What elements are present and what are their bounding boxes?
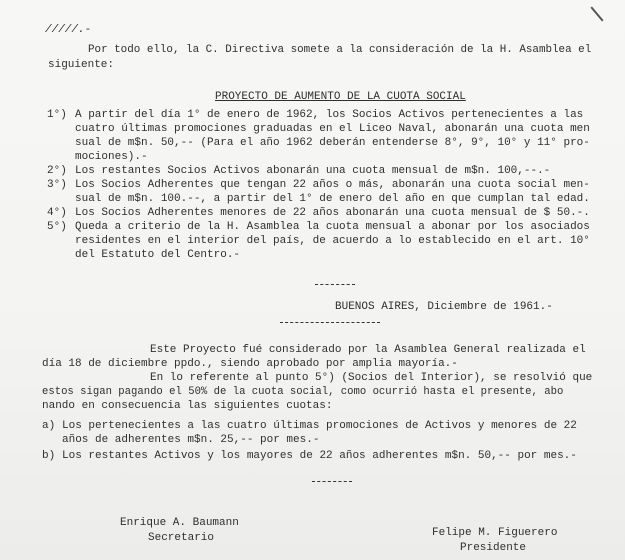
signature-name-president: Felipe M. Figuerero [432, 527, 558, 539]
item-line: Los restantes Socios Activos abonarán una cuota mensual de m$n. 100,--.- [75, 165, 551, 177]
quota-line: años de adherentes m$n. 25,-- por mes.- [62, 434, 320, 446]
place-date: BUENOS AIRES, Diciembre de 1961.- [335, 301, 553, 313]
item-number: 2°) [47, 165, 67, 177]
quota-number: a) [42, 420, 56, 432]
item-number: 4°) [47, 207, 67, 219]
item-line: Los Socios Adherentes que tengan 22 años o más, abonarán una cuota social men- [75, 179, 590, 191]
signature-role-secretary: Secretario [148, 532, 215, 544]
item-line: Los Socios Adherentes menores de 22 años abonarán una cuota mensual de $ 50.-. [75, 207, 590, 219]
item-line: sual de m$n. 50,-- (Para el año 1962 deberán entenderse 8°, 9°, 10° y 11° pro- [75, 137, 590, 149]
item-number: 3°) [47, 179, 67, 191]
item-line: cuatro últimas promociones graduadas en el Liceo Naval, abonarán una cuota men [75, 123, 590, 135]
resolution-line: Este Proyecto fué considerado por la Asamblea General realizada el [150, 344, 586, 356]
quota-line: Los pertenecientes a las cuatro últimas promociones de Activos y menores de 22 [62, 420, 577, 432]
item-number: 5°) [47, 221, 67, 233]
item-line: A partir del día 1° de enero de 1962, los Socios Activos pertenecientes a las [75, 109, 584, 121]
separator [315, 284, 355, 285]
separator [312, 481, 352, 482]
document-title: PROYECTO DE AUMENTO DE LA CUOTA SOCIAL [215, 91, 466, 103]
item-line: del Estatuto del Centro.- [75, 249, 241, 261]
item-line: mociones).- [75, 151, 148, 163]
signature-name-secretary: Enrique A. Baumann [120, 517, 239, 529]
item-line: Queda a criterio de la H. Asamblea la cuota mensual a abonar por los asociados [75, 221, 590, 233]
intro-line-2: siguiente: [48, 59, 115, 71]
resolution-line: día 18 de diciembre ppdo., siendo aprobado por amplia mayoría.- [42, 358, 458, 370]
intro-line-1: Por todo ello, la C. Directiva somete a la consideración de la H. Asamblea el [88, 44, 592, 56]
item-number: 1°) [47, 109, 67, 121]
resolution-line: estos sigan pagando el 50% de la cuota social, como ocurrió hasta el presente, abo [42, 386, 564, 398]
quota-line: Los restantes Activos y los mayores de 22 años adherentes m$n. 50,-- por mes.- [62, 450, 577, 462]
item-line: sual de m$n. 100.--, a partir del 1° de enero del año en que cumplan tal edad. [75, 193, 590, 205]
quota-number: b) [42, 450, 56, 462]
resolution-line: En lo referente al punto 5°) (Socios del Interior), se resolvió que [150, 372, 593, 384]
separator [280, 322, 380, 323]
corner-mark [590, 6, 603, 21]
resolution-line: nando en consecuencia las siguientes cuotas: [42, 400, 333, 412]
signature-role-president: Presidente [460, 542, 527, 554]
item-line: residentes en el interior del país, de acuerdo a lo establecido en el art. 10° [75, 235, 590, 247]
page-continuation-mark: /////.- [45, 24, 92, 36]
